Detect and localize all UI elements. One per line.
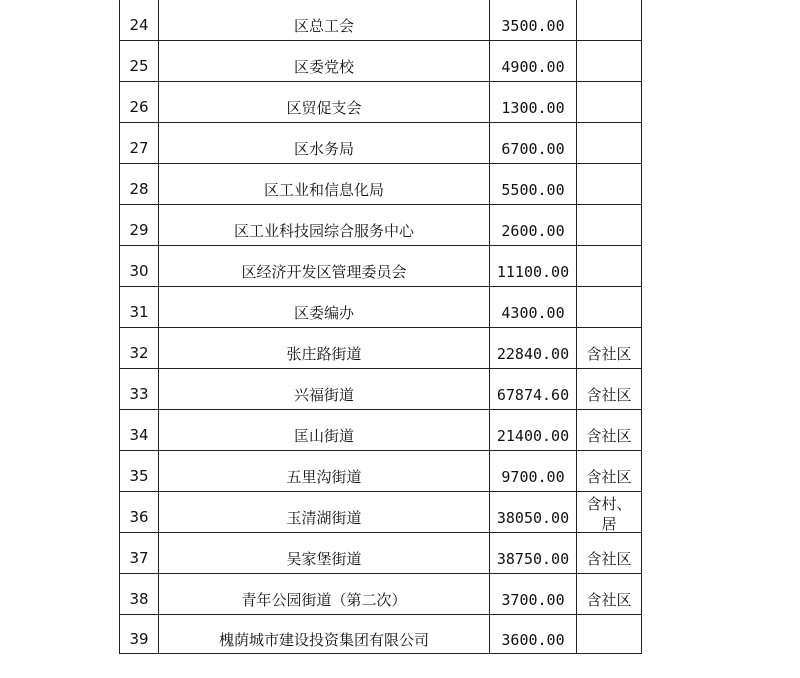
note-text: 含社区: [586, 591, 632, 609]
unit-name-cell: [159, 328, 490, 369]
row-number-cell: [120, 246, 159, 287]
unit-name-cell: [159, 164, 490, 205]
unit-name-text: 张庄路街道: [286, 345, 362, 363]
amount-cell: [490, 574, 577, 615]
amount-cell: [490, 41, 577, 82]
note-cell: [577, 82, 642, 123]
note-cell: [577, 0, 642, 41]
note-text: 含社区: [586, 550, 632, 568]
table-row: [120, 533, 642, 574]
note-cell: [577, 328, 642, 369]
table-row: [120, 328, 642, 369]
unit-name-cell: [159, 574, 490, 615]
row-number-text: 36: [129, 508, 149, 526]
row-number-text: 27: [129, 139, 149, 157]
unit-name-text: 区工业科技园综合服务中心: [233, 222, 414, 240]
note-cell: [577, 533, 642, 574]
unit-name-text: 区委编办: [293, 304, 354, 322]
row-number-cell: [120, 574, 159, 615]
row-number-text: 30: [129, 262, 149, 280]
amount-text: 1300.00: [501, 99, 565, 117]
row-number-text: 35: [129, 467, 149, 485]
amount-text: 3700.00: [501, 591, 565, 609]
amount-cell: [490, 164, 577, 205]
amount-text: 4300.00: [501, 304, 565, 322]
amount-text: 3600.00: [501, 631, 565, 649]
amount-cell: [490, 533, 577, 574]
table-row: [120, 41, 642, 82]
amount-cell: [490, 123, 577, 164]
unit-name-cell: [159, 410, 490, 451]
table-row: [120, 574, 642, 615]
amount-cell: [490, 0, 577, 41]
amount-text: 67874.60: [496, 386, 570, 404]
row-number-text: 28: [129, 180, 149, 198]
unit-name-text: 区经济开发区管理委员会: [241, 263, 407, 281]
table-row: [120, 410, 642, 451]
row-number-text: 26: [129, 98, 149, 116]
row-number-text: 34: [129, 426, 149, 444]
note-cell: [577, 205, 642, 246]
amount-text: 22840.00: [496, 345, 570, 363]
row-number-text: 32: [129, 344, 149, 362]
table-row: [120, 287, 642, 328]
unit-name-text: 匡山街道: [293, 427, 354, 445]
amount-cell: [490, 369, 577, 410]
unit-name-cell: [159, 246, 490, 287]
unit-name-text: 区贸促支会: [286, 99, 362, 117]
amount-text: 6700.00: [501, 140, 565, 158]
amount-text: 4900.00: [501, 58, 565, 76]
row-number-cell: [120, 41, 159, 82]
row-number-text: 31: [129, 303, 149, 321]
unit-name-cell: [159, 369, 490, 410]
amount-text: 5500.00: [501, 181, 565, 199]
row-number-text: 29: [129, 221, 149, 239]
unit-name-text: 五里沟街道: [286, 468, 362, 486]
table-row: [120, 123, 642, 164]
note-cell: [577, 123, 642, 164]
amount-cell: [490, 82, 577, 123]
amount-text: 38750.00: [496, 550, 570, 568]
row-number-text: 38: [129, 590, 149, 608]
note-cell: [577, 41, 642, 82]
unit-name-text: 玉清湖街道: [286, 509, 362, 527]
note-cell: [577, 574, 642, 615]
note-cell: [577, 410, 642, 451]
row-number-cell: [120, 123, 159, 164]
amount-cell: [490, 410, 577, 451]
unit-name-cell: [159, 615, 490, 654]
note-text: 含社区: [586, 386, 632, 404]
amount-text: 21400.00: [496, 427, 570, 445]
table-row: [120, 0, 642, 41]
row-number-cell: [120, 205, 159, 246]
row-number-cell: [120, 369, 159, 410]
table-row: [120, 205, 642, 246]
table-row: [120, 246, 642, 287]
row-number-cell: [120, 410, 159, 451]
table-body: [120, 0, 642, 654]
row-number-text: 39: [129, 630, 149, 648]
note-cell: [577, 615, 642, 654]
unit-name-text: 区委党校: [293, 58, 354, 76]
row-number-text: 25: [129, 57, 149, 75]
row-number-cell: [120, 287, 159, 328]
row-number-cell: [120, 615, 159, 654]
note-text: 含社区: [586, 427, 632, 445]
note-text: 含社区: [586, 345, 632, 363]
amount-cell: [490, 246, 577, 287]
table-row: [120, 492, 642, 533]
row-number-cell: [120, 533, 159, 574]
unit-name-cell: [159, 205, 490, 246]
note-text: 含社区: [586, 468, 632, 486]
table-row: [120, 369, 642, 410]
allocation-table: [119, 0, 642, 654]
unit-name-text: 区总工会: [293, 17, 354, 35]
amount-cell: [490, 451, 577, 492]
amount-text: 38050.00: [496, 509, 570, 527]
unit-name-text: 区水务局: [293, 140, 354, 158]
amount-text: 9700.00: [501, 468, 565, 486]
table-row: [120, 615, 642, 654]
table-row: [120, 164, 642, 205]
row-number-cell: [120, 328, 159, 369]
amount-text: 3500.00: [501, 17, 565, 35]
amount-text: 2600.00: [501, 222, 565, 240]
table-row: [120, 451, 642, 492]
unit-name-text: 青年公园街道（第二次）: [241, 591, 407, 609]
unit-name-cell: [159, 0, 490, 41]
unit-name-text: 区工业和信息化局: [263, 181, 384, 199]
note-cell: [577, 369, 642, 410]
amount-cell: [490, 328, 577, 369]
amount-text: 11100.00: [496, 263, 570, 281]
note-cell: [577, 492, 642, 533]
unit-name-cell: [159, 123, 490, 164]
row-number-text: 24: [129, 16, 149, 34]
unit-name-cell: [159, 41, 490, 82]
amount-cell: [490, 205, 577, 246]
unit-name-text: 槐荫城市建设投资集团有限公司: [218, 631, 429, 649]
table-row: [120, 82, 642, 123]
row-number-text: 33: [129, 385, 149, 403]
amount-cell: [490, 287, 577, 328]
note-cell: [577, 287, 642, 328]
row-number-cell: [120, 451, 159, 492]
amount-cell: [490, 615, 577, 654]
row-number-cell: [120, 164, 159, 205]
row-number-cell: [120, 0, 159, 41]
row-number-text: 37: [129, 549, 149, 567]
note-cell: [577, 451, 642, 492]
unit-name-cell: [159, 492, 490, 533]
note-text: 含村、 居: [586, 495, 632, 533]
unit-name-cell: [159, 533, 490, 574]
unit-name-cell: [159, 451, 490, 492]
note-cell: [577, 164, 642, 205]
unit-name-cell: [159, 287, 490, 328]
amount-cell: [490, 492, 577, 533]
unit-name-text: 兴福街道: [293, 386, 354, 404]
unit-name-cell: [159, 82, 490, 123]
unit-name-text: 吴家堡街道: [286, 550, 362, 568]
row-number-cell: [120, 492, 159, 533]
row-number-cell: [120, 82, 159, 123]
note-cell: [577, 246, 642, 287]
